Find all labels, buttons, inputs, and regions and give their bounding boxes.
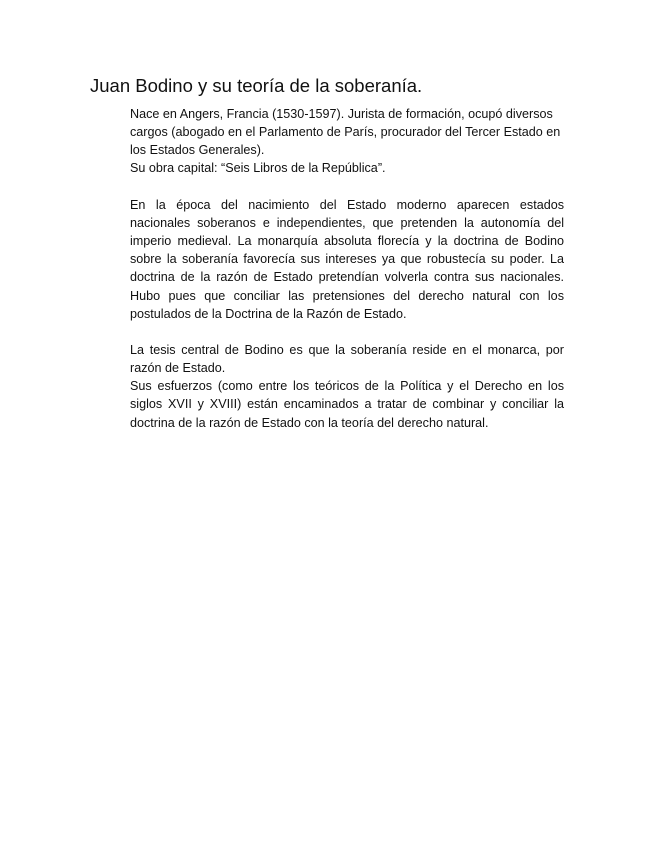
paragraph-main-work: Su obra capital: “Seis Libros de la República”.	[130, 161, 386, 176]
paragraph-spacer	[130, 323, 564, 341]
paragraph-central-thesis: La tesis central de Bodino es que la soberanía reside en el monarca, por razón de Estado.	[130, 343, 564, 376]
paragraph-historical-context: En la época del nacimiento del Estado moderno aparecen estados nacionales soberanos e independientes, que pretenden la autonomía del imperio medieval. La monarquía absoluta florecía y la doctrina de Bodino sobre la soberanía favorecía sus intereses ya que robustecía su poder. La doctrina de la razón de Estado pretendían volverla contra sus nacionales. Hubo pues que conciliar las pretensiones del derecho natural con los postulados de la Doctrina de la Razón de Estado.	[130, 197, 564, 321]
paragraph-efforts: Sus esfuerzos (como entre los teóricos de la Política y el Derecho en los siglos XVII y XVIII) están encaminados a tratar de combinar y conciliar la doctrina de la razón de Estado con la teoría del derecho natural.	[130, 379, 564, 430]
document-body	[130, 105, 564, 432]
paragraph-biography: Nace en Angers, Francia (1530-1597). Jurista de formación, ocupó diversos cargos (abogado en el Parlamento de París, procurador del Tercer Estado en los Estados Generales).	[130, 107, 561, 158]
paragraph-spacer	[130, 178, 564, 196]
document-title: Juan Bodino y su teoría de la soberanía.	[90, 75, 423, 96]
